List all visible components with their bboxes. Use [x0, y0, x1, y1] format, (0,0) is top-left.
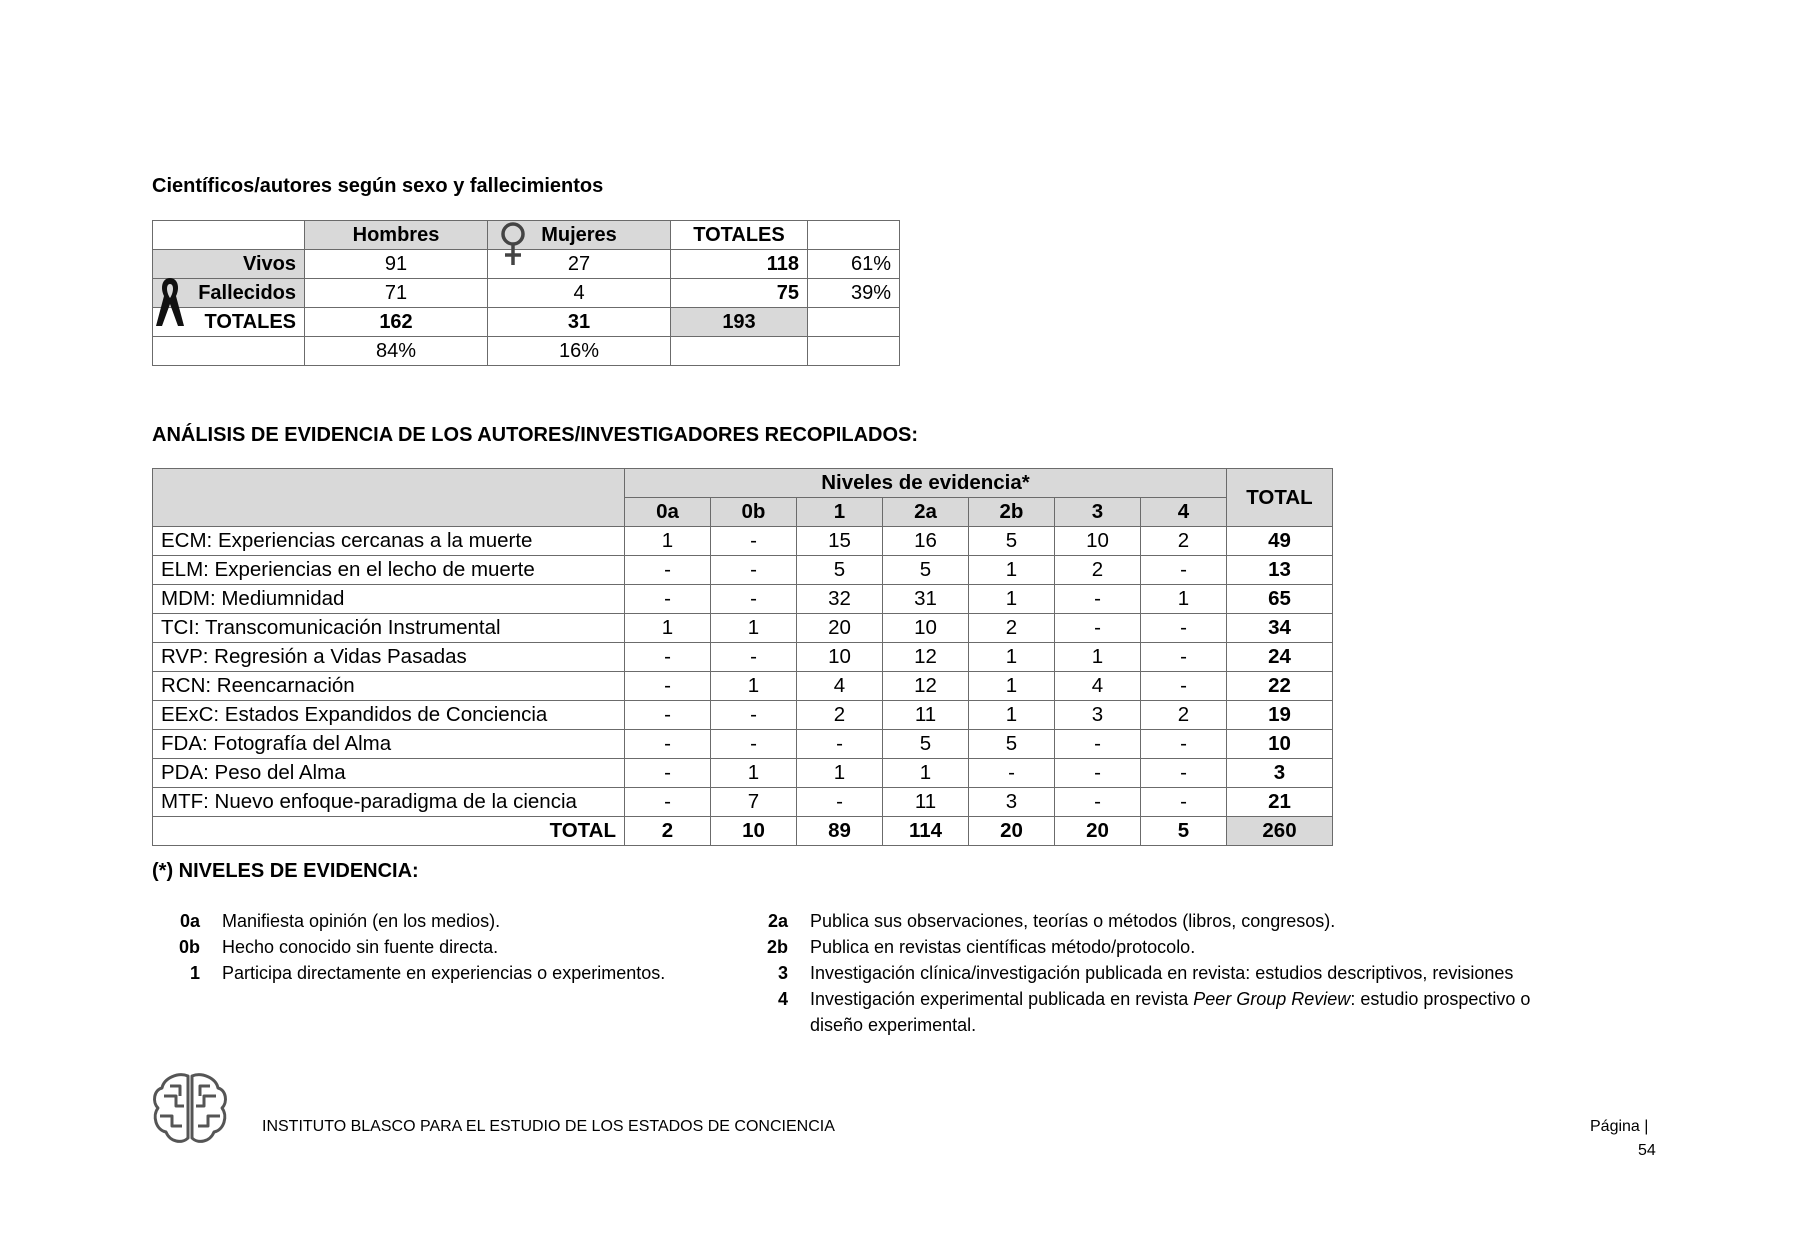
cell-hombres: 91: [305, 250, 488, 279]
table-row: [153, 643, 1333, 672]
cell-row-total: 13: [1227, 556, 1333, 585]
cell-value: 5: [969, 730, 1055, 759]
cell-row-total: 49: [1227, 527, 1333, 556]
table-row: [153, 556, 1333, 585]
header-level: 2b: [969, 498, 1055, 527]
cell-value: -: [625, 759, 711, 788]
cell-value: -: [1141, 614, 1227, 643]
cell-value: 2: [1141, 527, 1227, 556]
cell-value: 3: [969, 788, 1055, 817]
table-row: [153, 585, 1333, 614]
cell-value: -: [625, 788, 711, 817]
table-row: [153, 279, 900, 308]
legend-item: [740, 960, 1530, 986]
cell-row-total: 10: [1227, 730, 1333, 759]
row-label-totales: TOTALES: [153, 308, 305, 337]
cell-total: 118: [671, 250, 808, 279]
cell-value: 5: [883, 556, 969, 585]
header-level: 4: [1141, 498, 1227, 527]
legend-code: 0a: [179, 910, 200, 931]
header-level: 0a: [625, 498, 711, 527]
legend-text: Publica sus observaciones, teorías o métodos (libros, congresos).: [810, 910, 1336, 931]
cell-value: 1: [711, 614, 797, 643]
legend-text-part: Investigación experimental publicada en revista: [810, 988, 1194, 1009]
cell-hombres: 162: [305, 308, 488, 337]
legend-item: [152, 960, 665, 986]
cell-value: 1: [883, 759, 969, 788]
row-category: ELM: Experiencias en el lecho de muerte: [153, 556, 625, 585]
cell-value: -: [1141, 759, 1227, 788]
header-total: TOTAL: [1227, 469, 1333, 527]
legend-code: 4: [777, 988, 788, 1009]
cell-value: 15: [797, 527, 883, 556]
cell-value: -: [625, 556, 711, 585]
cell-value: -: [711, 643, 797, 672]
legend-text: Publica en revistas científicas método/protocolo.: [810, 936, 1196, 957]
row-category: ECM: Experiencias cercanas a la muerte: [153, 527, 625, 556]
legend-item: [152, 908, 665, 934]
table-row: [153, 337, 900, 366]
evidence-table: [152, 468, 1333, 846]
cell-value: 20: [797, 614, 883, 643]
cell-value: -: [1141, 788, 1227, 817]
evidence-section-title: ANÁLISIS DE EVIDENCIA DE LOS AUTORES/INVESTIGADORES RECOPILADOS:: [152, 424, 919, 446]
row-category: FDA: Fotografía del Alma: [153, 730, 625, 759]
legend-text: Hecho conocido sin fuente directa.: [222, 936, 499, 957]
legend-text-italic: Peer Group Review: [1193, 988, 1351, 1009]
cell-value: 1: [625, 614, 711, 643]
cell-row-total: 65: [1227, 585, 1333, 614]
cell-mujeres: 31: [488, 308, 671, 337]
legend-text: Manifiesta opinión (en los medios).: [222, 910, 501, 931]
legend-item: [152, 934, 665, 960]
table-row: [153, 672, 1333, 701]
cell-value: -: [1055, 614, 1141, 643]
cell-column-total: 2: [625, 817, 711, 846]
brain-logo-icon: [150, 1070, 230, 1151]
cell-value: -: [1141, 672, 1227, 701]
legend-code: 0b: [178, 936, 200, 957]
header-empty-cell: [808, 221, 900, 250]
cell-value: 7: [711, 788, 797, 817]
row-label-fallecidos: Fallecidos: [153, 279, 305, 308]
cell-value: 12: [883, 643, 969, 672]
cell-row-total: 24: [1227, 643, 1333, 672]
cell-value: -: [625, 730, 711, 759]
table-row: [153, 759, 1333, 788]
legend-text: [810, 989, 1530, 1010]
cell-value: 10: [797, 643, 883, 672]
header-empty-cell: [153, 469, 625, 527]
cell-value: 2: [797, 701, 883, 730]
footer-page-number: 54: [1638, 1142, 1656, 1159]
cell-value: -: [1055, 730, 1141, 759]
cell-column-total: 114: [883, 817, 969, 846]
legend-text-part: : estudio prospectivo o: [1350, 988, 1531, 1009]
cell-value: 1: [969, 701, 1055, 730]
cell-hombres: 71: [305, 279, 488, 308]
female-symbol-icon: [498, 221, 528, 272]
cell-value: -: [711, 730, 797, 759]
mourning-ribbon-icon: [154, 274, 186, 335]
cell-row-total: 19: [1227, 701, 1333, 730]
cell-value: -: [1055, 788, 1141, 817]
table-row: [153, 614, 1333, 643]
cell-value: 5: [969, 527, 1055, 556]
cell-row-total: 34: [1227, 614, 1333, 643]
cell-value: 5: [797, 556, 883, 585]
legend-text: Investigación clínica/investigación publicada en revista: estudios descriptivos, revisiones: [810, 962, 1514, 983]
cell-column-total: 10: [711, 817, 797, 846]
cell-value: 11: [883, 788, 969, 817]
cell-value: -: [625, 672, 711, 701]
cell-pct-hombres: 84%: [305, 337, 488, 366]
cell-value: 1: [969, 585, 1055, 614]
cell-value: 2: [969, 614, 1055, 643]
empty-cell: [808, 337, 900, 366]
cell-value: 2: [1055, 556, 1141, 585]
total-row-label: TOTAL: [153, 817, 625, 846]
cell-value: -: [797, 788, 883, 817]
row-category: RCN: Reencarnación: [153, 672, 625, 701]
cell-pct: 39%: [808, 279, 900, 308]
cell-value: 3: [1055, 701, 1141, 730]
cell-value: -: [711, 556, 797, 585]
cell-value: 32: [797, 585, 883, 614]
cell-pct: [808, 308, 900, 337]
legend-right-list: [740, 908, 1530, 1038]
cell-value: -: [625, 701, 711, 730]
cell-value: -: [711, 585, 797, 614]
row-category: TCI: Transcomunicación Instrumental: [153, 614, 625, 643]
header-level: 2a: [883, 498, 969, 527]
cell-pct-mujeres: 16%: [488, 337, 671, 366]
footer-page-label: Página |: [1590, 1118, 1649, 1135]
cell-value: 1: [1141, 585, 1227, 614]
cell-value: -: [1141, 643, 1227, 672]
header-mujeres: Mujeres: [488, 221, 671, 250]
cell-value: 12: [883, 672, 969, 701]
legend-item: [740, 934, 1530, 960]
cell-value: 10: [883, 614, 969, 643]
cell-value: 11: [883, 701, 969, 730]
cell-value: -: [1055, 585, 1141, 614]
cell-value: 4: [797, 672, 883, 701]
cell-grand-total: 260: [1227, 817, 1333, 846]
row-category: MDM: Mediumnidad: [153, 585, 625, 614]
header-evidence-levels: Niveles de evidencia*: [625, 469, 1227, 498]
empty-cell: [153, 337, 305, 366]
sex-section-title: Científicos/autores según sexo y fallecimientos: [152, 175, 604, 197]
row-category: RVP: Regresión a Vidas Pasadas: [153, 643, 625, 672]
row-category: MTF: Nuevo enfoque-paradigma de la ciencia: [153, 788, 625, 817]
table-row: [153, 730, 1333, 759]
cell-total: 75: [671, 279, 808, 308]
legend-item: [740, 908, 1530, 934]
cell-row-total: 21: [1227, 788, 1333, 817]
cell-value: 1: [797, 759, 883, 788]
cell-value: 1: [969, 556, 1055, 585]
legend-item: [740, 986, 1530, 1012]
cell-value: -: [1055, 759, 1141, 788]
row-category: EExC: Estados Expandidos de Conciencia: [153, 701, 625, 730]
header-empty-cell: [153, 221, 305, 250]
empty-cell: [671, 337, 808, 366]
header-level: 0b: [711, 498, 797, 527]
cell-value: -: [969, 759, 1055, 788]
cell-value: -: [711, 701, 797, 730]
cell-value: 1: [711, 759, 797, 788]
cell-mujeres: 4: [488, 279, 671, 308]
cell-value: 16: [883, 527, 969, 556]
legend-text: diseño experimental.: [810, 1014, 977, 1035]
cell-mujeres: 27: [488, 250, 671, 279]
header-level: 1: [797, 498, 883, 527]
cell-value: 10: [1055, 527, 1141, 556]
cell-value: 1: [625, 527, 711, 556]
cell-column-total: 89: [797, 817, 883, 846]
cell-row-total: 22: [1227, 672, 1333, 701]
cell-value: 4: [1055, 672, 1141, 701]
cell-value: -: [1141, 730, 1227, 759]
table-total-row: [153, 817, 1333, 846]
cell-value: 1: [711, 672, 797, 701]
table-header-row: [153, 469, 1333, 498]
cell-value: 31: [883, 585, 969, 614]
cell-value: 1: [969, 672, 1055, 701]
header-hombres: Hombres: [305, 221, 488, 250]
cell-value: -: [711, 527, 797, 556]
cell-value: 5: [883, 730, 969, 759]
cell-value: -: [625, 585, 711, 614]
legend-code: 2a: [767, 910, 788, 931]
row-category: PDA: Peso del Alma: [153, 759, 625, 788]
cell-value: 1: [969, 643, 1055, 672]
header-level: 3: [1055, 498, 1141, 527]
cell-value: 1: [1055, 643, 1141, 672]
row-label-vivos: Vivos: [153, 250, 305, 279]
legend-code: 1: [189, 962, 200, 983]
cell-row-total: 3: [1227, 759, 1333, 788]
cell-column-total: 20: [1055, 817, 1141, 846]
legend-code: 3: [777, 962, 788, 983]
table-row: [153, 527, 1333, 556]
legend-text: Participa directamente en experiencias o experimentos.: [222, 962, 666, 983]
table-row: [153, 308, 900, 337]
legend-title: (*) NIVELES DE EVIDENCIA:: [152, 860, 419, 882]
table-row: [153, 701, 1333, 730]
table-row: [153, 788, 1333, 817]
cell-pct: 61%: [808, 250, 900, 279]
cell-value: 2: [1141, 701, 1227, 730]
legend-item-continuation: [740, 1012, 1530, 1038]
legend-code: 2b: [766, 936, 788, 957]
header-totales: TOTALES: [671, 221, 808, 250]
legend-left-list: [152, 908, 665, 986]
cell-column-total: 5: [1141, 817, 1227, 846]
cell-column-total: 20: [969, 817, 1055, 846]
cell-value: -: [1141, 556, 1227, 585]
cell-total: 193: [671, 308, 808, 337]
footer-institute: INSTITUTO BLASCO PARA EL ESTUDIO DE LOS ESTADOS DE CONCIENCIA: [262, 1118, 835, 1135]
cell-value: -: [797, 730, 883, 759]
cell-value: -: [625, 643, 711, 672]
